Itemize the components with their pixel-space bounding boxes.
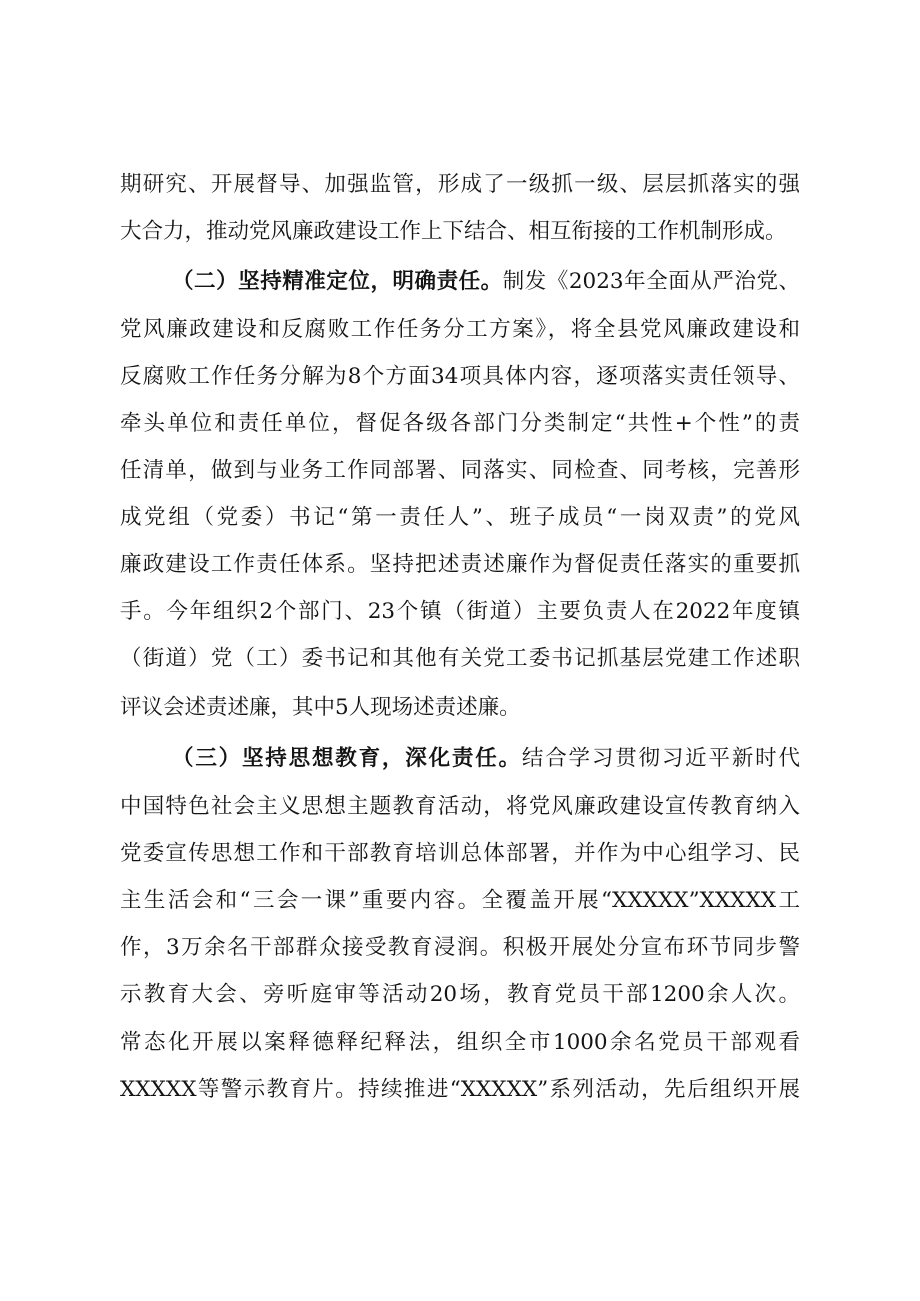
paragraph-line: 任清单，做到与业务工作同部署、同落实、同检查、同考核，完善形 bbox=[120, 458, 800, 483]
paragraph-line: 作，3万余名干部群众接受教育浸润。积极开展处分宣布环节同步警 bbox=[120, 935, 800, 960]
paragraph-line: XXXXX等警示教育片。持续推进“XXXXX”系列活动，先后组织开展 bbox=[120, 1077, 800, 1102]
section-3-first-line bbox=[172, 739, 800, 779]
section-2-first-line bbox=[172, 262, 800, 302]
paragraph-line: 主生活会和“三会一课”重要内容。全覆盖开展“XXXXX”XXXXX工 bbox=[120, 888, 800, 913]
paragraph-line: （街道）党（工）委书记和其他有关党工委书记抓基层党建工作述职 bbox=[120, 646, 800, 671]
paragraph-line: 评议会述责述廉，其中5人现场述责述廉。 bbox=[120, 695, 521, 720]
paragraph-line: 党委宣传思想工作和干部教育培训总体部署，并作为中心组学习、民 bbox=[120, 841, 800, 866]
section-2-heading: （二）坚持精准定位，明确责任。 bbox=[172, 269, 503, 294]
paragraph-line: 大合力，推动党风廉政建设工作上下结合、相互衔接的工作机制形成。 bbox=[120, 219, 787, 244]
paragraph-line: 手。今年组织2个部门、23个镇（街道）主要负责人在2022年度镇 bbox=[120, 599, 800, 624]
paragraph-line: 常态化开展以案释德释纪释法，组织全市1000余名党员干部观看 bbox=[120, 1030, 800, 1055]
paragraph-line: 期研究、开展督导、加强监管，形成了一级抓一级、层层抓落实的强 bbox=[120, 172, 800, 197]
section-2-lead-text: 制发《2023年全面从严治党、 bbox=[502, 269, 800, 294]
paragraph-line: 成党组（党委）书记“第一责任人”、班子成员“一岗双责”的党风 bbox=[120, 505, 800, 530]
paragraph-line: 牵头单位和责任单位，督促各级各部门分类制定“共性+个性”的责 bbox=[120, 411, 800, 436]
paragraph-line: 中国特色社会主义思想主题教育活动，将党风廉政建设宣传教育纳入 bbox=[120, 794, 800, 819]
section-3-lead-text: 结合学习贯彻习近平新时代 bbox=[521, 746, 800, 771]
paragraph-line: 党风廉政建设和反腐败工作任务分工方案》，将全县党风廉政建设和 bbox=[120, 317, 800, 342]
section-3-heading: （三）坚持思想教育，深化责任。 bbox=[172, 746, 522, 771]
paragraph-line: 廉政建设工作责任体系。坚持把述责述廉作为督促责任落实的重要抓 bbox=[120, 552, 800, 577]
paragraph-line: 示教育大会、旁听庭审等活动20场，教育党员干部1200余人次。 bbox=[120, 982, 800, 1007]
paragraph-line: 反腐败工作任务分解为8个方面34项具体内容，逐项落实责任领导、 bbox=[120, 364, 800, 389]
